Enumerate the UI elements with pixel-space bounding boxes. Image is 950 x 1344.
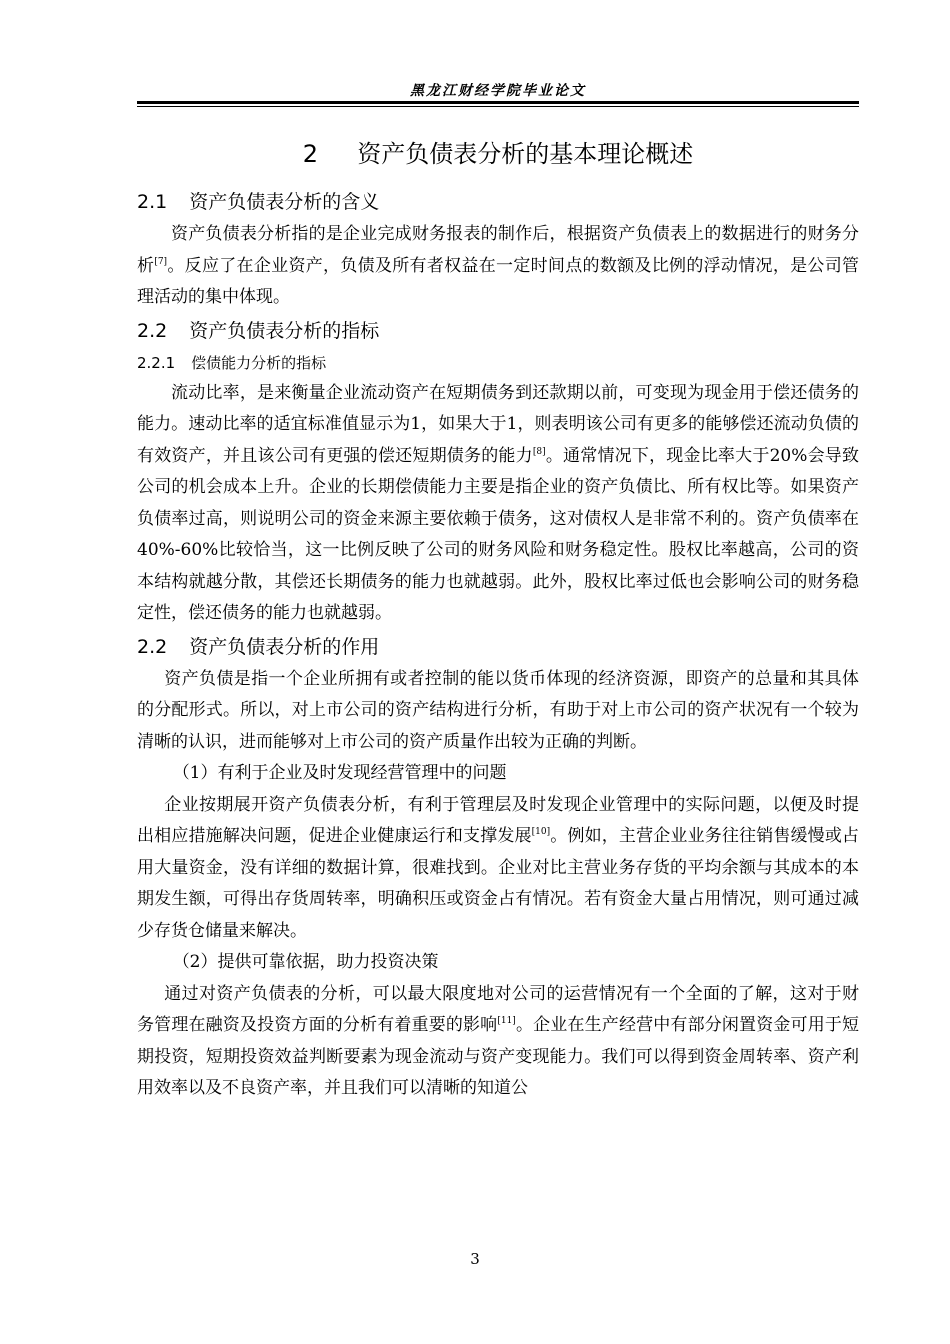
running-header: 黑龙江财经学院毕业论文 [410, 83, 586, 99]
section-title: 资产负债表分析的作用 [189, 635, 380, 658]
header-rule-thick [137, 101, 859, 104]
section-number: 2.2 [137, 319, 168, 342]
citation: [10] [531, 827, 551, 837]
body-text [137, 185, 859, 1105]
citation: [11] [497, 1016, 516, 1026]
header-rule-thin [137, 106, 859, 107]
section-title: 资产负债表分析的指标 [189, 319, 380, 342]
paragraph: 企业按期展开资产负债表分析，有利于管理层及时发现企业管理中的实际问题，以便及时提出相应措施解决问题，促进企业健康运行和支撑发展[10]。例如，主营企业业务往往销售缓慢或占用大量资金，没有详细的数据计算，很难找到。企业对比主营业务存货的平均余额与其成本的本期发生额，可得出存货周转率，明确积压或资金占有情况。若有资金大量占用情况，则可通过减少存货仓储量来解决。 [137, 794, 860, 941]
paragraph: 资产负债是指一个企业所拥有或者控制的能以货币体现的经济资源，即资产的总量和其具体的分配形式。所以，对上市公司的资产结构进行分析，有助于对上市公司的资产状况有一个较为清晰的认识，进而能够对上市公司的资产质量作出较为正确的判断。 [137, 668, 859, 752]
subsection-heading-2-2-1 [137, 348, 859, 378]
paragraph: 通过对资产负债表的分析，可以最大限度地对公司的运营情况有一个全面的了解，这对于财务管理在融资及投资方面的分析有着重要的影响[11]。企业在生产经营中有部分闲置资金可用于短期投资，短期投资效益判断要素为现金流动与资产变现能力。我们可以得到资金周转率、资产利用效率以及不良资产率，并且我们可以清晰的知道公 [137, 983, 860, 1098]
subsection-number: 2.2.1 [137, 353, 176, 372]
citation: [8] [532, 446, 546, 457]
section-heading-2-2 [137, 314, 859, 348]
section-title: 资产负债表分析的含义 [189, 191, 380, 213]
list-item-heading: （2）提供可靠依据，助力投资决策 [172, 952, 439, 972]
section-heading-2-2-role [137, 630, 859, 664]
section-number: 2.1 [137, 191, 168, 213]
list-item-heading: （1）有利于企业及时发现经营管理中的问题 [172, 763, 507, 783]
chapter-title-text: 资产负债表分析的基本理论概述 [357, 140, 694, 168]
page-number: 3 [470, 1250, 480, 1268]
chapter-number: 2 [302, 140, 318, 168]
paragraph: 流动比率，是来衡量企业流动资产在短期债务到还款期以前，可变现为现金用于偿还债务的能力。速动比率的适宜标准值显示为1，如果大于1，则表明该公司有更多的能够偿还流动负债的有效资产，并且该公司有更强的偿还短期债务的能力[8]。通常情况下，现金比率大于20%会导致公司的机会成本上升。企业的长期偿债能力主要是指企业的资产负债比、所有权比等。如果资产负债率过高，则说明公司的资金来源主要依赖于债务，这对债权人是非常不利的。资产负债率在40%-60%比较恰当，这一比例反映了公司的财务风险和财务稳定性。股权比率越高，公司的资本结构就越分散，其偿还长期债务的能力也就越弱。此外，股权比率过低也会影响公司的财务稳定性，偿还债务的能力也就越弱。 [137, 382, 859, 623]
chapter-title [137, 134, 859, 169]
section-number: 2.2 [137, 635, 168, 658]
citation: [7] [154, 256, 168, 267]
paragraph: 资产负债表分析指的是企业完成财务报表的制作后，根据资产负债表上的数据进行的财务分析[7]。反应了在企业资产，负债及所有者权益在一定时间点的数额及比例的浮动情况，是公司管理活动的集中体现。 [137, 224, 860, 307]
section-heading-2-1 [137, 185, 859, 219]
subsection-title: 偿债能力分析的指标 [191, 353, 327, 372]
